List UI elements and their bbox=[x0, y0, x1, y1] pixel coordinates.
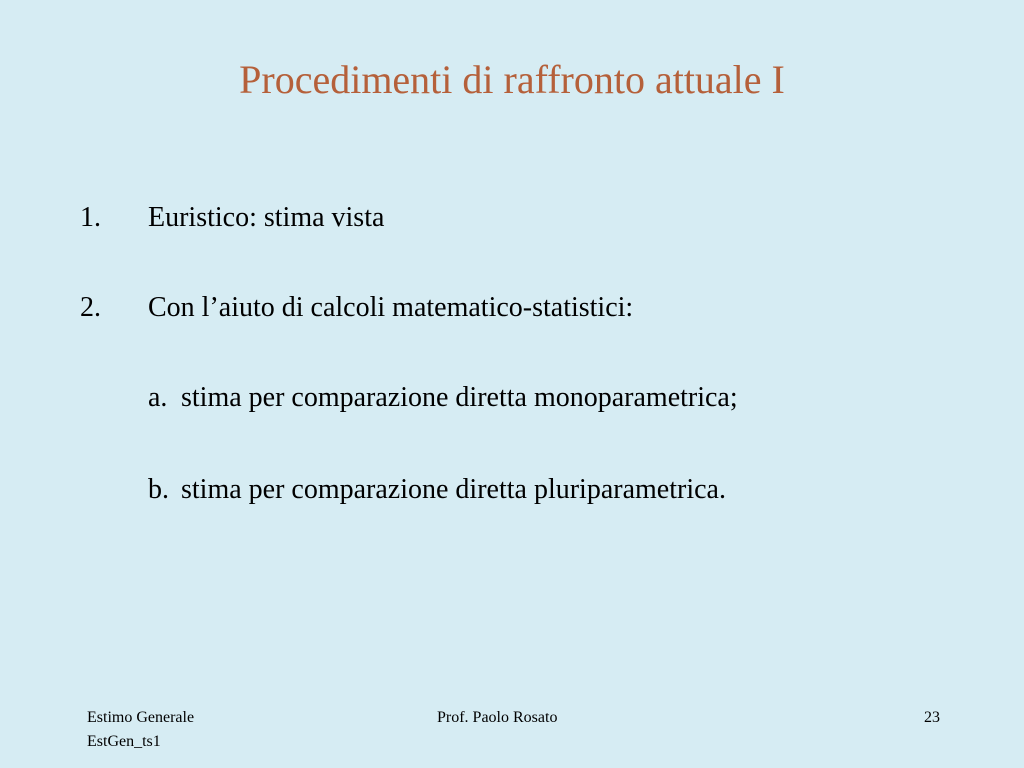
footer-author: Prof. Paolo Rosato bbox=[437, 709, 558, 726]
footer-file-id: EstGen_ts1 bbox=[87, 733, 161, 750]
sublist-marker-b: b. bbox=[148, 474, 169, 505]
sublist-item-b bbox=[148, 472, 908, 508]
list-text-1: Euristico: stima vista bbox=[148, 202, 385, 233]
list-text-2: Con l’aiuto di calcoli matematico-statistici: bbox=[148, 292, 634, 323]
sublist-marker-a: a. bbox=[148, 382, 168, 413]
list-marker-1: 1. bbox=[80, 202, 101, 233]
list-marker-2: 2. bbox=[80, 292, 101, 323]
sublist-text-a: stima per comparazione diretta monoparametrica; bbox=[181, 382, 738, 413]
sublist-text-b: stima per comparazione diretta pluriparametrica. bbox=[181, 474, 726, 505]
list-item-2 bbox=[80, 290, 880, 326]
sublist-item-a bbox=[148, 380, 908, 416]
list-item-1 bbox=[80, 200, 880, 236]
slide-title: Procedimenti di raffronto attuale I bbox=[239, 57, 785, 102]
footer-course: Estimo Generale bbox=[87, 709, 195, 726]
footer-page-number: 23 bbox=[924, 709, 940, 726]
